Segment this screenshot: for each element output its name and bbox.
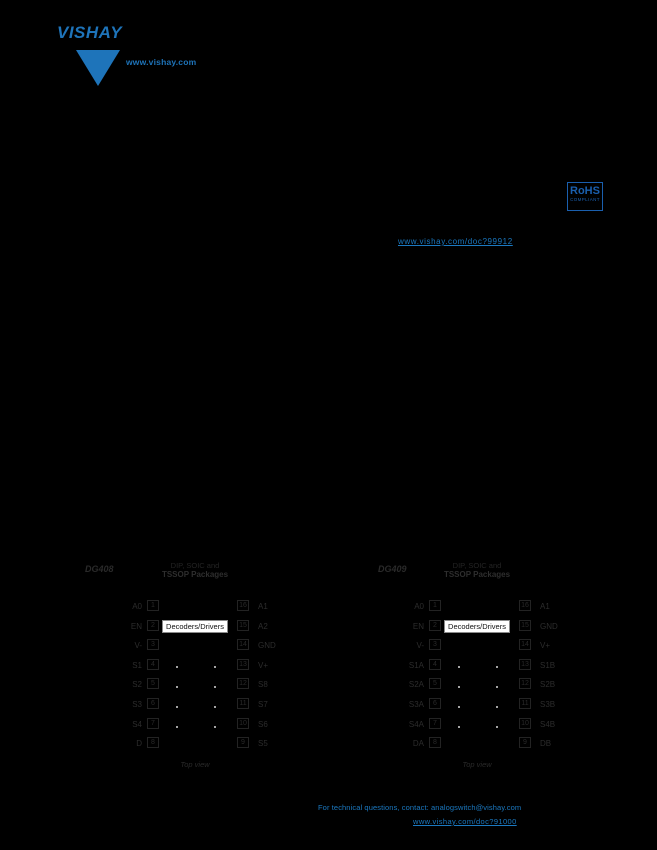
pin-label-left: S1A [408,660,424,670]
pin-label-right: S3B [540,700,556,709]
pin-row [362,600,592,613]
switch-contact-dot [214,706,216,708]
package-header-line2: TSSOP Packages [161,570,229,579]
pin-number-right: 11 [519,698,531,709]
switch-contact-dot [496,726,498,728]
part-number-label: DG409 [378,564,407,574]
pin-row [362,678,592,691]
pin-number-right: 13 [237,659,249,670]
switch-contact-dot [176,666,178,668]
pin-label-right: S1B [540,660,556,670]
pin-label-left: S3 [132,700,142,709]
pin-diagram-dg408 [80,558,310,786]
switch-contact-dot [458,666,460,668]
decoders-drivers-box: Decoders/Drivers [162,620,228,633]
pin-row [362,639,592,652]
pin-number-left: 4 [429,659,441,670]
switch-contact-dot [176,686,178,688]
package-header [392,561,562,580]
pin-label-right: S4B [540,719,556,729]
pin-row [80,718,310,731]
pin-label-right: S2B [540,680,556,690]
switch-contact-dot [176,726,178,728]
disclaimer-doc-link[interactable]: www.vishay.com/doc?91000 [413,817,517,826]
pin-label-left: DA [412,739,424,749]
switch-contact-dot [214,686,216,688]
vishay-website-link[interactable]: www.vishay.com [126,57,197,67]
pin-number-left: 2 [429,620,441,631]
pin-row [362,718,592,731]
top-view-caption: Top view [180,760,210,769]
pin-number-right: 14 [519,639,531,650]
pin-number-left: 3 [147,639,159,650]
pin-row [80,737,310,750]
switch-contact-dot [214,666,216,668]
vishay-triangle-icon [76,50,120,86]
switch-contact-dot [458,686,460,688]
pin-number-left: 7 [147,718,159,729]
pin-label-right: DB [540,739,552,749]
pin-row [362,659,592,672]
pin-number-right: 16 [237,600,249,611]
pin-label-left: V- [134,641,142,651]
pin-label-left: EN [130,621,142,631]
pin-row [362,698,592,711]
pin-row [80,600,310,613]
switch-contact-dot [458,706,460,708]
pin-label-left: V- [416,641,424,651]
switch-contact-dot [176,706,178,708]
technical-contact-link[interactable]: For technical questions, contact: analogswitch@vishay.com [318,803,522,812]
pin-label-right: A1 [258,602,268,611]
pin-number-left: 8 [147,737,159,748]
pin-label-left: EN [412,621,424,631]
switch-contact-dot [496,686,498,688]
rohs-badge-subtitle: COMPLIANT [570,197,600,202]
pin-number-right: 12 [519,678,531,689]
package-header-line1: DIP, SOIC and [170,561,220,570]
switch-contact-dot [496,706,498,708]
rohs-compliant-badge [567,182,603,211]
pin-label-left: S4 [132,719,142,729]
pin-number-right: 10 [519,718,531,729]
pin-number-right: 11 [237,698,249,709]
pin-diagram-dg409 [362,558,592,786]
pin-number-left: 4 [147,659,159,670]
pin-label-left: S1 [132,660,142,670]
part-number-label: DG408 [85,564,114,574]
pin-label-left: A0 [132,602,142,611]
pin-number-right: 13 [519,659,531,670]
switch-contact-dot [458,726,460,728]
pin-label-left: S4A [408,719,424,729]
pin-number-right: 15 [237,620,249,631]
switch-contact-dot [214,726,216,728]
compliance-doc-link[interactable]: www.vishay.com/doc?99912 [398,237,513,246]
pin-row [80,698,310,711]
pin-number-left: 7 [429,718,441,729]
pin-row [80,659,310,672]
pin-label-left: S2 [132,680,142,690]
pin-label-left: S2A [408,680,424,690]
package-header [110,561,280,580]
vishay-logo-wordmark: VISHAY [57,23,123,42]
pin-label-right: V+ [540,641,551,651]
pin-label-right: A1 [540,602,550,611]
pin-label-right: A2 [258,621,268,631]
pin-label-right: S7 [258,700,268,709]
pin-label-left: A0 [414,602,424,611]
pin-number-right: 10 [237,718,249,729]
pin-number-right: 14 [237,639,249,650]
pin-number-right: 16 [519,600,531,611]
pin-row [362,737,592,750]
pin-number-left: 1 [429,600,441,611]
pin-row [80,678,310,691]
pin-number-left: 5 [147,678,159,689]
pin-label-left: S3A [408,700,424,709]
decoders-drivers-box: Decoders/Drivers [444,620,510,633]
pin-label-left: D [136,739,142,749]
pin-row [80,639,310,652]
pin-number-left: 5 [429,678,441,689]
pin-label-right: S6 [258,719,268,729]
pin-number-right: 15 [519,620,531,631]
pin-number-left: 3 [429,639,441,650]
pin-number-left: 8 [429,737,441,748]
package-header-line1: DIP, SOIC and [452,561,502,570]
pin-label-right: V+ [258,660,269,670]
pin-number-left: 2 [147,620,159,631]
pin-number-left: 1 [147,600,159,611]
pin-label-right: GND [540,621,558,631]
pin-number-right: 9 [237,737,249,748]
package-header-line2: TSSOP Packages [443,570,511,579]
pin-number-left: 6 [429,698,441,709]
switch-contact-dot [496,666,498,668]
pin-label-right: GND [258,641,276,651]
top-view-caption: Top view [462,760,492,769]
rohs-badge-title: RoHS [570,185,600,197]
pin-number-right: 9 [519,737,531,748]
pin-number-left: 6 [147,698,159,709]
pin-label-right: S5 [258,739,268,749]
pin-label-right: S8 [258,680,268,690]
pin-number-right: 12 [237,678,249,689]
